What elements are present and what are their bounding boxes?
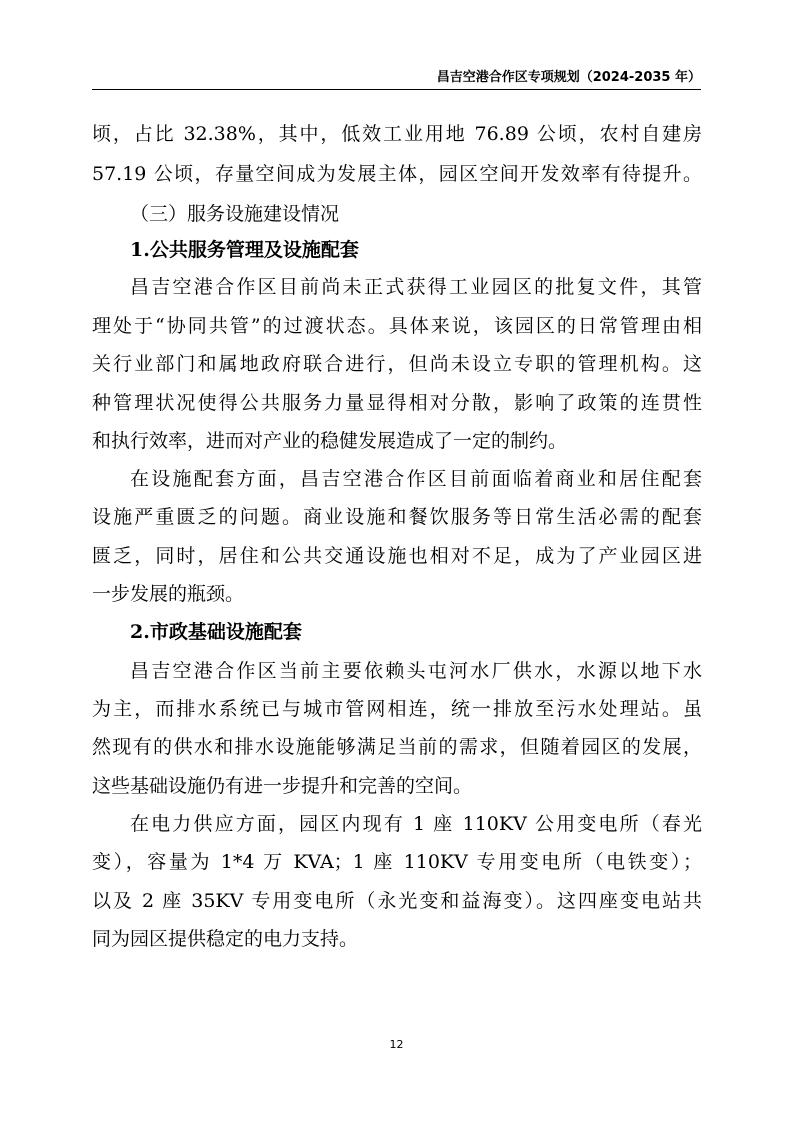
header-rule — [92, 89, 701, 90]
text-line: 在设施配套方面，昌吉空港合作区目前面临着商业和居住配套 — [130, 468, 702, 490]
text-line: 在电力供应方面，园区内现有 1 座 110KV 公用变电所（春光 — [130, 813, 702, 835]
text-line: 理处于“协同共管”的过渡状态。具体来说，该园区的日常管理由相 — [92, 315, 702, 337]
subsection-heading: 2.市政基础设施配套 — [130, 621, 302, 643]
running-header: 昌吉空港合作区专项规划（2024-2035 年） — [436, 70, 701, 85]
text-line: 为主，而排水系统已与城市管网相连，统一排放至污水处理站。虽 — [92, 698, 702, 720]
text-line: 同为园区提供稳定的电力支持。 — [92, 928, 359, 950]
text-line: 然现有的供水和排水设施能够满足当前的需求，但随着园区的发展， — [92, 736, 702, 758]
text-line: 57.19 公顷，存量空间成为发展主体，园区空间开发效率有待提升。 — [92, 163, 702, 185]
text-line: 以及 2 座 35KV 专用变电所（永光变和益海变）。这四座变电站共 — [92, 890, 702, 912]
text-line: 和执行效率，进而对产业的稳健发展造成了一定的制约。 — [92, 430, 568, 452]
section-heading: （三）服务设施建设情况 — [130, 203, 340, 225]
text-line: 昌吉空港合作区目前尚未正式获得工业园区的批复文件，其管 — [130, 276, 702, 298]
text-line: 一步发展的瓶颈。 — [92, 583, 245, 605]
text-line: 设施严重匮乏的问题。商业设施和餐饮服务等日常生活必需的配套 — [92, 506, 702, 528]
text-line: 这些基础设施仍有进一步提升和完善的空间。 — [92, 775, 473, 797]
text-line: 关行业部门和属地政府联合进行，但尚未设立专职的管理机构。这 — [92, 353, 702, 375]
text-line: 种管理状况使得公共服务力量显得相对分散，影响了政策的连贯性 — [92, 392, 702, 414]
text-line: 昌吉空港合作区当前主要依赖头屯河水厂供水，水源以地下水 — [130, 660, 702, 682]
subsection-heading: 1.公共服务管理及设施配套 — [130, 239, 359, 261]
text-line: 顷，占比 32.38%，其中，低效工业用地 76.89 公顷，农村自建房 — [92, 123, 702, 145]
page-number: 12 — [389, 1038, 404, 1051]
text-line: 变），容量为 1*4 万 KVA；1 座 110KV 专用变电所（电铁变）； — [92, 851, 702, 873]
text-line: 匮乏，同时，居住和公共交通设施也相对不足，成为了产业园区进 — [92, 545, 702, 567]
